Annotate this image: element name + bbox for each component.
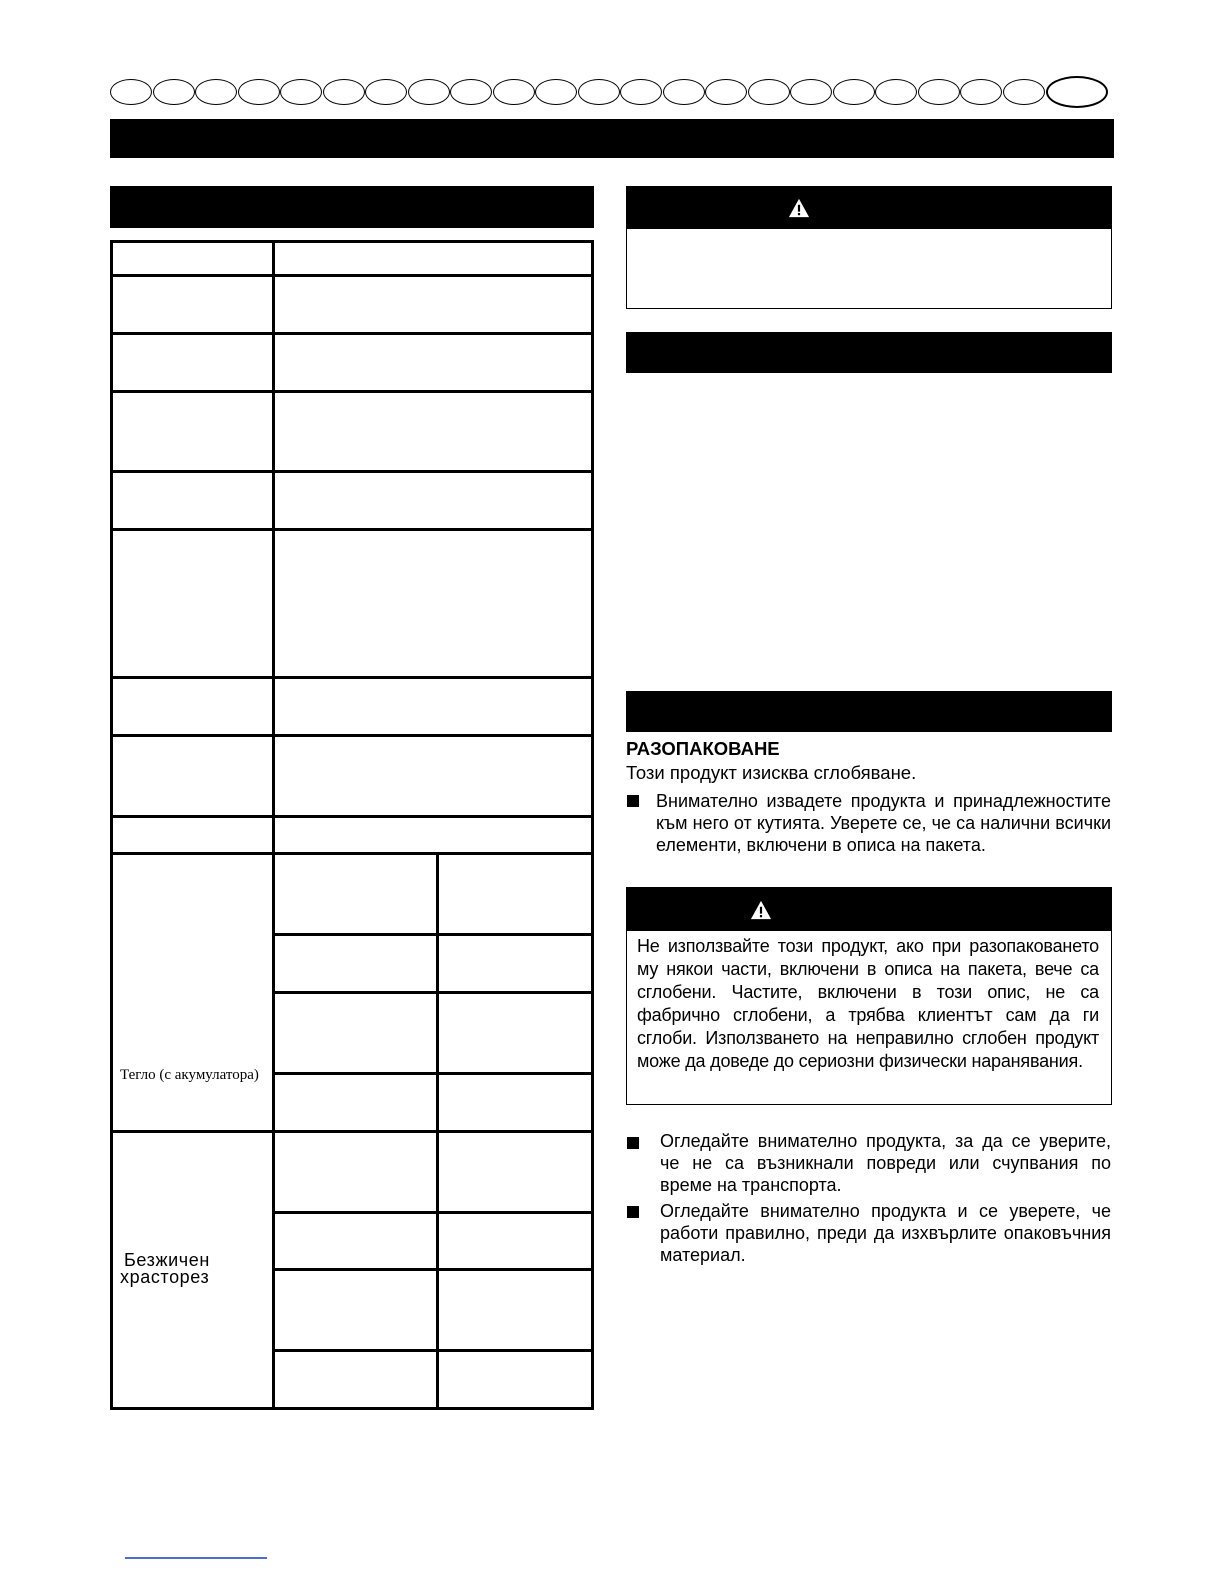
page-title-bar bbox=[110, 119, 1114, 158]
inspection-step: Огледайте внимателно продукта, за да се уверите, че не са възникнали повреди или счупвания по време на транспорта. bbox=[660, 1131, 1111, 1195]
unpacking-intro: Този продукт изисква сглобяване. bbox=[626, 762, 917, 783]
language-tab bbox=[875, 79, 917, 105]
footer-line bbox=[125, 1557, 267, 1559]
table-column-divider bbox=[272, 240, 275, 1410]
table-row-line bbox=[272, 991, 594, 994]
product-name-line: храсторез bbox=[120, 1267, 210, 1287]
table-row-line bbox=[110, 734, 594, 737]
table-row-line bbox=[110, 470, 594, 473]
table-border bbox=[110, 1407, 594, 1410]
unpacking-heading: РАЗОПАКОВАНЕ bbox=[626, 738, 780, 759]
bullet-square-icon bbox=[627, 1137, 639, 1149]
table-row-line bbox=[110, 274, 594, 277]
language-tab bbox=[238, 79, 280, 105]
language-tab bbox=[110, 79, 152, 105]
table-row-line bbox=[110, 1130, 594, 1133]
table-row-line bbox=[110, 390, 594, 393]
language-tab bbox=[408, 79, 450, 105]
language-tab bbox=[1003, 79, 1045, 105]
language-tab bbox=[280, 79, 322, 105]
language-tab bbox=[620, 79, 662, 105]
language-tab bbox=[535, 79, 577, 105]
table-row-line bbox=[272, 933, 594, 936]
bullet-square-icon bbox=[627, 1206, 639, 1218]
product-name-label bbox=[120, 1252, 210, 1286]
table-row-line bbox=[110, 676, 594, 679]
table-row-line bbox=[110, 852, 594, 855]
table-row-line bbox=[272, 1211, 594, 1214]
weight-label: Тегло (с акумулатора) bbox=[120, 1067, 259, 1083]
table-border bbox=[110, 240, 594, 243]
language-tab bbox=[663, 79, 705, 105]
language-tab bbox=[153, 79, 195, 105]
table-row-line bbox=[272, 1349, 594, 1352]
bullet-square-icon bbox=[627, 795, 639, 807]
unpacking-step: Внимателно извадете продукта и принадлежностите към него от кутията. Уверете се, че са налични всички елементи, включени в описа на пакета. bbox=[656, 791, 1111, 855]
table-row-line bbox=[110, 528, 594, 531]
language-tabs bbox=[110, 76, 1110, 108]
product-name-line: Безжичен bbox=[124, 1250, 210, 1270]
language-tab bbox=[833, 79, 875, 105]
language-tab bbox=[960, 79, 1002, 105]
table-row-line bbox=[110, 815, 594, 818]
table-border bbox=[591, 240, 594, 1410]
language-tab bbox=[323, 79, 365, 105]
warning-box bbox=[626, 186, 1112, 309]
language-tab bbox=[918, 79, 960, 105]
table-row-line bbox=[272, 1268, 594, 1271]
language-tab-active bbox=[1046, 76, 1108, 108]
warning-text: Не използвайте този продукт, ако при разопаковането му някои части, включени в описа на пакета, вече са сглобени. Частите, включени в този опис, не са фабрично сглобени, а трябва клиентът сам да ги сглоби. Използването на неправилно сглобен продукт може да доведе до сериозни физически наранявания. bbox=[637, 936, 1099, 1071]
table-row-line bbox=[110, 332, 594, 335]
specifications-table bbox=[110, 240, 594, 1410]
language-tab bbox=[365, 79, 407, 105]
assembly-header-bar bbox=[626, 691, 1112, 732]
language-tab bbox=[705, 79, 747, 105]
table-border bbox=[110, 240, 113, 1410]
table-row-line bbox=[272, 1072, 594, 1075]
language-tab bbox=[195, 79, 237, 105]
language-tab bbox=[790, 79, 832, 105]
section-header-bar bbox=[626, 332, 1112, 373]
warning-header bbox=[627, 888, 1111, 931]
warning-box bbox=[626, 887, 1112, 1105]
inspection-step: Огледайте внимателно продукта и се уверете, че работи правилно, преди да изхвърлите опаковъчния материал. bbox=[660, 1201, 1111, 1265]
language-tab bbox=[748, 79, 790, 105]
language-tab bbox=[450, 79, 492, 105]
language-tab bbox=[493, 79, 535, 105]
warning-triangle-icon bbox=[750, 899, 772, 921]
warning-triangle-icon bbox=[788, 197, 810, 219]
language-tab bbox=[578, 79, 620, 105]
warning-header bbox=[627, 187, 1111, 229]
specifications-header-bar bbox=[110, 186, 594, 228]
